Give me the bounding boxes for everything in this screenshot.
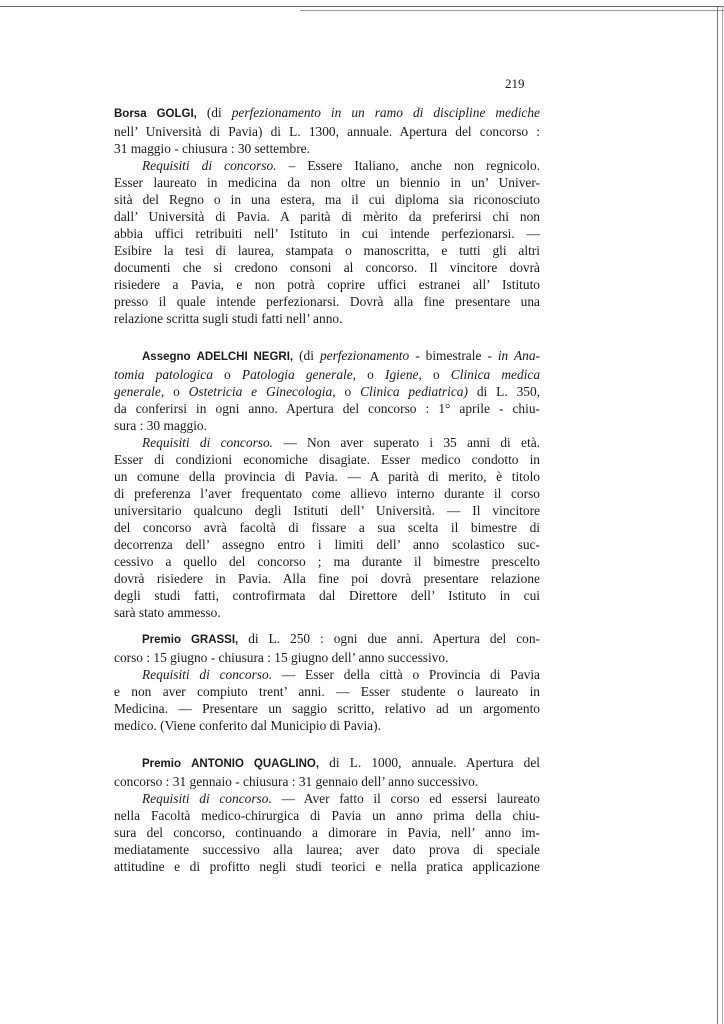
entry-heading-line: Premio GRASSI, di L. 250 : ogni due anni. Apertura del con- xyxy=(142,631,540,646)
entry-line: tomia patologica o Patologia generale, o Igiene, o Clinica medica xyxy=(114,367,541,382)
requirements-line: cessivo a quello del concorso ; ma durante il bimestre prescelto xyxy=(114,554,540,569)
requirements-line: Esser di condizioni economiche disagiate. Esser medico condotto in xyxy=(114,452,540,467)
entry-premio-antonio-quaglino xyxy=(114,754,540,875)
entry-heading-line: Borsa GOLGI, (di perfezionamento in un ramo di discipline mediche xyxy=(114,105,540,120)
requirements-line: Esser laureato in medicina da non oltre un biennio in un’ Univer- xyxy=(114,175,540,190)
entry-line: 31 maggio - chiusura : 30 settembre. xyxy=(114,141,310,156)
page-number: 219 xyxy=(505,76,525,91)
requirements-line: universitario qualcuno degli Istituti dell’ Università. — Il vincitore xyxy=(114,503,540,518)
entry-line: concorso : 31 gennaio - chiusura : 31 gennaio dell’ anno successivo. xyxy=(114,774,479,789)
requirements-line: abbia uffici retribuiti nell’ Istituto in cui intende perfezionarsi. — xyxy=(114,226,540,241)
requirements-line: degli studi fatti, controfirmata dal Direttore dell’ Istituto in cui xyxy=(114,588,540,603)
requirements-line: Medicina. — Presentare un saggio scritto, relativo ad un argomento xyxy=(114,701,540,716)
entry-line: generale, o Ostetricia e Ginecologia, o Clinica pediatrica) di L. 350, xyxy=(114,384,541,399)
requirements-line: sura del concorso, continuando a dimorare in Pavia, nell’ anno im- xyxy=(114,825,540,840)
requirements-line: di preferenza l’aver frequentato come allievo interno durante il corso xyxy=(114,486,540,501)
requirements-line: presso il quale intende perfezionarsi. Dovrà alla fine presentare una xyxy=(114,294,540,309)
requirements-line: dall’ Università di Pavia. A parità di mèrito da preferirsi chi non xyxy=(114,209,540,224)
top-rule-secondary xyxy=(300,10,724,11)
right-page-edge-outer xyxy=(722,6,723,1024)
entry-line: nell’ Università di Pavia) di L. 1300, annuale. Apertura del concorso : xyxy=(114,124,540,139)
requirements-line: risiedere a Pavia, e non potrà coprire uffici estranei all’ Istituto xyxy=(114,277,540,292)
requirements-line: un comune della provincia di Pavia. — A parità di merito, è titolo xyxy=(114,469,540,484)
requirements-line: decorrenza dell’ assegno entro i limiti dell’ anno scolastico suc- xyxy=(114,537,540,552)
requirements-line: relazione scritta sugli studi fatti nell’ anno. xyxy=(114,311,343,326)
entry-heading-line: Premio ANTONIO QUAGLINO, di L. 1000, annuale. Apertura del xyxy=(142,755,540,770)
requirements-line: Requisiti di concorso. — Non aver superato i 35 anni di età. xyxy=(142,435,540,450)
requirements-line: sità del Regno o in una estera, ma il cui diploma sia riconosciuto xyxy=(114,192,540,207)
requirements-line: del concorso avrà facoltà di fissare a sua scelta il bimestre di xyxy=(114,520,540,535)
entry-premio-grassi xyxy=(114,630,540,734)
requirements-line: dovrà risiedere in Pavia. Alla fine poi dovrà presentare relazione xyxy=(114,571,540,586)
requirements-line: e non aver compiuto trent’ anni. — Esser studente o laureato in xyxy=(114,684,540,699)
top-rule xyxy=(0,6,724,7)
right-page-edge xyxy=(717,6,718,1024)
entry-line: corso : 15 giugno - chiusura : 15 giugno dell’ anno successivo. xyxy=(114,650,449,665)
requirements-line: Requisiti di concorso. — Aver fatto il corso ed essersi laureato xyxy=(142,791,540,806)
requirements-line: attitudine e di profitto negli studi teorici e nella pratica applicazione xyxy=(114,859,540,874)
requirements-line: Requisiti di concorso. – Essere Italiano, anche non regnicolo. xyxy=(142,158,541,173)
requirements-line: nella Facoltà medico-chirurgica di Pavia un anno prima della chiu- xyxy=(114,808,540,823)
requirements-line: Requisiti di concorso. — Esser della città o Provincia di Pavia xyxy=(142,667,540,682)
entry-borsa-golgi xyxy=(114,104,540,327)
requirements-line: medico. (Viene conferito dal Municipio di Pavia). xyxy=(114,718,381,733)
entry-line: da conferirsi in ogni anno. Apertura del concorso : 1° aprile - chiu- xyxy=(114,401,540,416)
entry-line: sura : 30 maggio. xyxy=(114,418,207,433)
requirements-line: mediatamente successivo alla laurea; aver dato prova di speciale xyxy=(114,842,540,857)
entry-heading-line: Assegno ADELCHI NEGRI, (di perfezionamento - bimestrale - in Ana- xyxy=(142,348,540,363)
requirements-line: documenti che si credono consoni al concorso. Il vincitore dovrà xyxy=(114,260,540,275)
requirements-line: Esibire la tesi di laurea, stampata o manoscritta, e tutti gli altri xyxy=(114,243,540,258)
entry-assegno-adelchi-negri xyxy=(114,347,540,621)
requirements-line: sarà stato ammesso. xyxy=(114,605,221,620)
